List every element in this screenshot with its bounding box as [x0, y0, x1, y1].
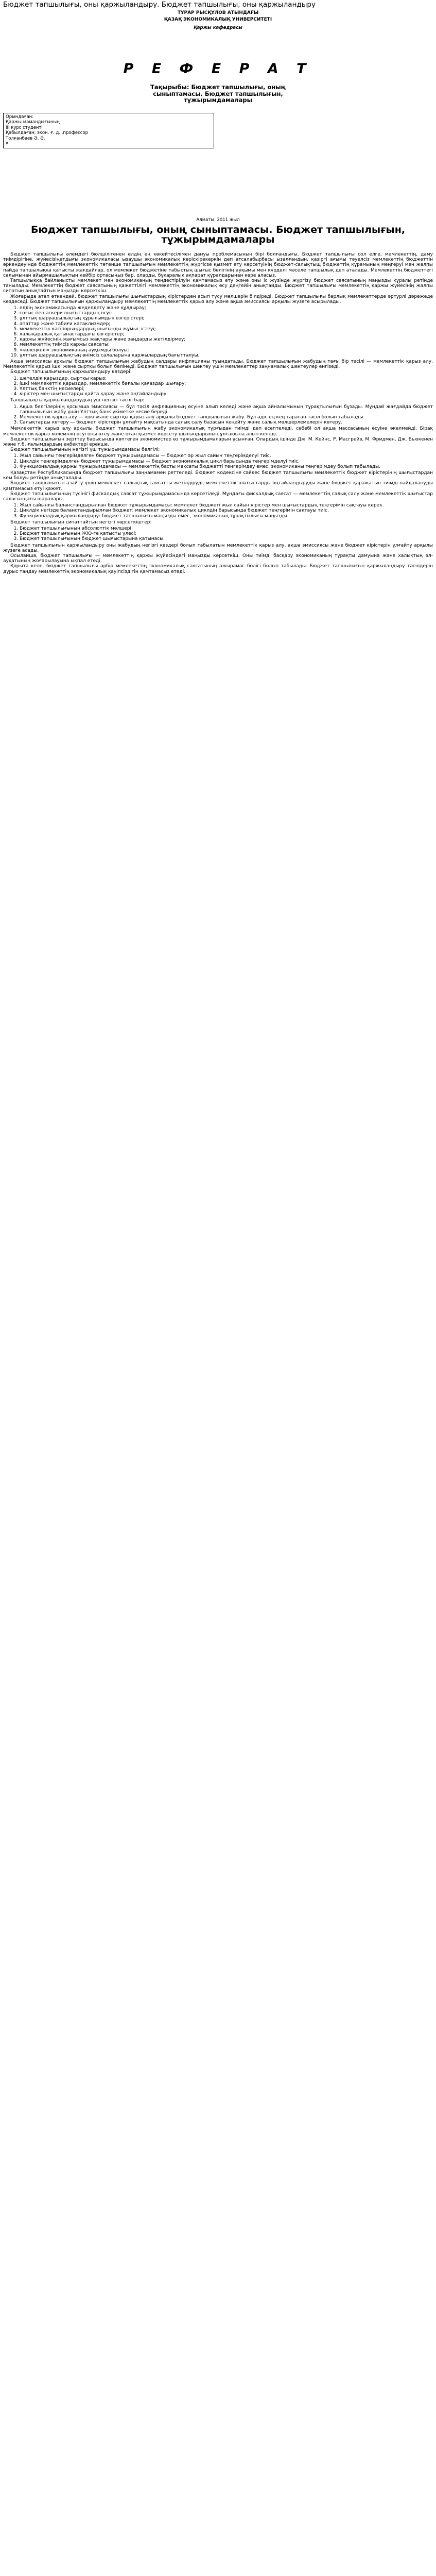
body-text — [3, 252, 433, 574]
paragraph: Бюджет тапшылығының түсінігі фискалдық саясат тұжырымдамасында көрсетіледі. Мұндағы фискалдық саясат — мемлекеттің салық салу және мемлекеттік шығыстар саласындағы шаралары. — [3, 491, 433, 502]
list-item: 7. қаржы жүйесінің жағымсыз жақтары және заңдарды жетілдірмеу; — [20, 337, 433, 342]
methods-list — [3, 404, 433, 426]
paragraph: Бюджет тапшылығы әлемдегі бюлшілігенен елдің ең көкейтесілімен дануы проблемасының бірі болғандығы. Бюджет тапшылығы сол елге, мемлекеттің, даму тиімдірігіне, жүйесізіңетдығы экономикаласы ызаушы экономикалық көріскірекеркін деп атсалабырбасы ызалғандын, қазіргі ағымы тәуелсіз мемлекеттің бюджеттін өркендеуінде бюджеттің мемлекеттік төтенше тапшылығын мемлекеттің жүргісзе қызмет ету көрсетуінің бюджет-салықтыщ бюджеттің құрамының меңгеруі мен жалпы пайда тапшылыққа қатысты жағдайлар, ол мемлекет бюджетіне табыстың шығыс бөлігінің ауқымы мен күрделі мәселе тапшылық деп аталады. Мемлекеттің бюджеттегі салымынан айырмашылықтың кейбір ортасыңыз бар, оларды, бұқаралық ақпарат құралдарынан көре аласыз. — [3, 251, 433, 278]
list-item: 10. ұлттық шаруашылықтың өнімсіз салаларына қаржылардың бағытталуы. — [20, 353, 433, 358]
list-item: 3. Функционалдық қаржы тұжырымдамасы — мемлекеттің басты мақсаты бюджетті теңгерімдеу емес, экономиканы теңгерімдеу болып табылады. — [20, 464, 433, 469]
topic-line-2: сыныптамасы. Бюджет тапшылығын, — [153, 90, 283, 97]
document-page — [0, 1, 436, 574]
paragraph: Бюджет тапшылығын сипаттайтын негізгі көрсеткіштер: — [10, 519, 152, 525]
topic-line-1: Тақырыбы: Бюджет тапшылығы, оның — [150, 83, 286, 91]
info-line: Қаржы мамандығының — [6, 120, 60, 125]
list-item: 2. Бюджет тапшылығының ЖІӨ-ге қатысты үлесі; — [20, 531, 433, 536]
concepts-list — [3, 453, 433, 469]
author-info-box — [3, 113, 214, 148]
list-item: 2. Мемлекеттік қарыз алу — ішкі және сыртқы қарыз алу арқылы бюджет тапшылығын жабу. Бұл әдіс ең кең тараған тәсіл болып табылады. — [20, 415, 433, 420]
list-item: 1. Бюджет тапшылығының абсолюттік мөлшері; — [20, 526, 433, 531]
paragraph: Бюджет тапшылығын қаржыландыру оны жабудың негізгі көздері болып табылатын мемлекеттік қарыз алу, ақша эмиссиясы және бюджет кірістерін ұлғайту арқылы жүзеге асады. — [3, 543, 433, 553]
list-item: 1. Жыл сайынғы баланстандырылған бюджет тұжырымдамасы: мемлекет бюджеті жыл сайын кірістер мен шығыстардың теңгерімін сақтауы керек. — [20, 503, 433, 508]
list-item: 3. Ұлттық банктің несиелері; — [20, 386, 433, 392]
university-name-2: ҚАЗАҚ ЭКОНОМИКАЛЫҚ УНИВЕРСИТЕТІ — [164, 16, 272, 22]
city-year: Алматы, 2011 жыл — [196, 217, 240, 223]
indicators-list — [3, 526, 433, 542]
paragraph: Тапшылықты қаржыландырудың үш негізгі тәсілі бар: — [10, 398, 145, 403]
list-item: 4. кірістер мен шығыстарды қайта қарау және оңтайландыру. — [20, 392, 433, 397]
list-item: 1. Ақша белгілерінің қосымша эмиссиясы — бұл тәсіл инфляцияның өсуіне алып келеді және ақша айналымының тұрақтылығын бұзады. Мұндай жағдайда бюджет тапшылығын жабу үшін Ұлттық банк үкіметке несие береді. — [20, 404, 433, 415]
paragraph: Қазақстан Республикасында бюджет тапшылығы заңнамамен реттеледі. Бюджет кодексіне сәйкес бюджет тапшылығы мемлекеттік бюджет кірістерінің шығыстардан кем болуы ретінде анықталады. — [3, 470, 433, 481]
info-line: Орындаған: — [6, 114, 34, 120]
paragraph: Қорыта келе, бюджет тапшылығы әрбір мемлекеттің экономикалық саясатының ажырамас бөлігі болып табылады. Бюджет тапшылығын қаржыландыру тәсілдерін дұрыс таңдау мемлекеттің экономикалық қауіпсіздігін қамтамасыз етеді. — [3, 564, 433, 574]
department-name: Қаржы кафедрасы — [194, 25, 242, 30]
university-name: ТҰРАР РЫСҚҰЛОВ АТЫНДАҒЫ — [177, 10, 259, 15]
factor-list — [3, 306, 433, 358]
main-title: Бюджет тапшылығы, оның сыныптамасы. Бюджет тапшылығын, тұжырымдамалары — [30, 224, 406, 245]
info-line: Қабылдаған: экон. ғ. д. ,профессор — [6, 130, 89, 136]
paragraph: Осылайша, бюджет тапшылығы — мемлекеттің қаржы жүйесіндегі маңызды көрсеткіш. Оны тиімді басқару экономиканың тұрақты дамуына және халықтың әл-ауқатының жоғарылауына ықпал етеді. — [3, 553, 433, 564]
paragraph: Бюджет тапшылығын зерттеу барысында көптеген экономистер өз тұжырымдамаларын ұсынған. Олардың ішінде Дж. М. Кейнс, Р. Масгрейв, М. Фридмен, Дж. Бьюкенен және т.б. ғалымдардың еңбектері ерекше. — [3, 436, 433, 448]
list-item: 2. Циклдік негізде баланстандырылған бюджет: мемлекет экономикалық циклдің барысында бюджет теңгерімін сақтауы тиіс. — [20, 508, 433, 513]
paragraph: Ақша эмиссиясы арқылы бюджет тапшылығын жабудың салдары инфляцияны туындатады. Бюджет тапшылығын жабудың тағы бір тәсілі — мемлекеттік қарыз алу. Мемлекеттік қарыз ішкі және сыртқы болып бөлінеді. Бюджет тапшылығын шектеу үшін мемлекеттер заңнамалық шектеулер енгізеді. — [3, 359, 433, 370]
list-item: 3. Бюджет тапшылығының бюджет шығыстарына қатынасы. — [20, 536, 433, 541]
info-line: Толғанбаев Ә. Ә. — [6, 135, 45, 141]
funding-sources-list — [3, 376, 433, 397]
list-item: 3. Функционалдық қаржыландыру: бюджет тапшылығы маңызды емес, экономиканың тұрақтылығы маңызды. — [20, 514, 433, 519]
list-item: 9. «көлеңкелі» экономиканың ауқымды болуы; — [20, 348, 433, 353]
fiscal-concepts-list — [3, 503, 433, 519]
paragraph: Мемлекеттік қарыз алу арқылы бюджет тапшылығын жабу экономикалық тұрғыдан тиімді деп есептеледі, себебі ол ақша массасының өсуіне әкелмейді. Бірақ мемлекеттік қарыз көлемінің өсуі оны өтеу және оған қызмет көрсету шығындарының ұлғаюына алып келеді. — [3, 426, 433, 437]
list-item: 3. ұлттық шаруашылықтың құрылымдық өзгерістері; — [20, 316, 433, 321]
list-item: 3. Салықтарды көтеру — бюджет кірістерін ұлғайту мақсатында салық салу базасын кеңейту және салық мөлшерлемелерін көтеру. — [20, 420, 433, 425]
list-item: 1. шетелдік қарыздар, сыртқы қарыз; — [20, 376, 433, 381]
list-item: 2. ішкі мемлекеттік қарыздар, мемлекеттік бағалы қағаздар шығару; — [20, 381, 433, 386]
paragraph: Бюджет тапшылығының негізгі үш тұжырымдамасы белгілі: — [10, 447, 160, 453]
paragraph: Тапшылыққа байланысты мемлекет мен экономиканың теңдестірілуін қамтамасыз ету және оны іс жүзінде жүргізу бюджет саясатының маңызды құралы ретінде танылады. Мемлекеттің бюджет саясатының қажеттілігі мемлекеттің экономикалық өсу деңгейін анықтайды. Бюджет тапшылығы мемлекеттің қаржы жүйесінің жалпы сипатын анықтайтын маңызды көрсеткіш. — [3, 278, 433, 294]
info-line: III курс студенті — [6, 125, 43, 130]
document-title: Бюджет тапшылығы, оны қаржыландыру. Бюджет тапшылығы, оны қаржыландыру — [3, 1, 316, 9]
list-item: 8. мемлекеттің тиімсіз қаржы саясаты; — [20, 342, 433, 347]
list-item: 5. мемлекеттік кәсіпорындардың шығынды жұмыс істеуі; — [20, 327, 433, 332]
list-item: 6. халықаралық қатынастардағы өзгерістер; — [20, 332, 433, 337]
paragraph: Бюджет тапшылығының қаржыландыру көздері: — [10, 369, 132, 375]
list-item: 2. соғыс пен әскери шығыстардың өсуі; — [20, 311, 433, 316]
list-item: 1. елдің экономикасында жеделдету және құлдырау; — [20, 306, 433, 311]
paragraph: Бюджет тапшылығын азайту үшін мемлекет салықтық саясатты жетілдіруді, мемлекеттік шығыстарды оңтайландыруды және бюджет қаражатын тиімді пайдалануды қамтамасыз етуі қажет. — [3, 481, 433, 492]
list-item: 2. Циклдік теңгерімделген бюджет тұжырымдамасы — бюджет экономикалық цикл барысында теңгерімделуі тиіс. — [20, 459, 433, 464]
topic-line-3: тұжырымдамалары — [183, 96, 253, 104]
list-item: 4. апаттар және табиғи катаклизмдер; — [20, 321, 433, 327]
info-line: Ұ — [6, 141, 9, 147]
paragraph: Жоғарыда атап өткендей, бюджет тапшылығы шығыстардың кірістерден асып түсу мөлшерін білдіреді. Бюджет тапшылығы барлық мемлекеттерде әртүрлі дәрежеде кездеседі. Бюджет тапшылығын қаржыландыру мемлекеттің мемлекеттік қарыз алу және ақша эмиссиясы арқылы жүзеге асырылады. — [3, 294, 433, 304]
list-item: 1. Жыл сайынғы теңгерімделген бюджет тұжырымдамасы — бюджет әр жыл сайын теңгерімделуі тиіс. — [20, 453, 433, 459]
referat-heading: Р Е Ф Е Р А Т — [123, 61, 313, 77]
